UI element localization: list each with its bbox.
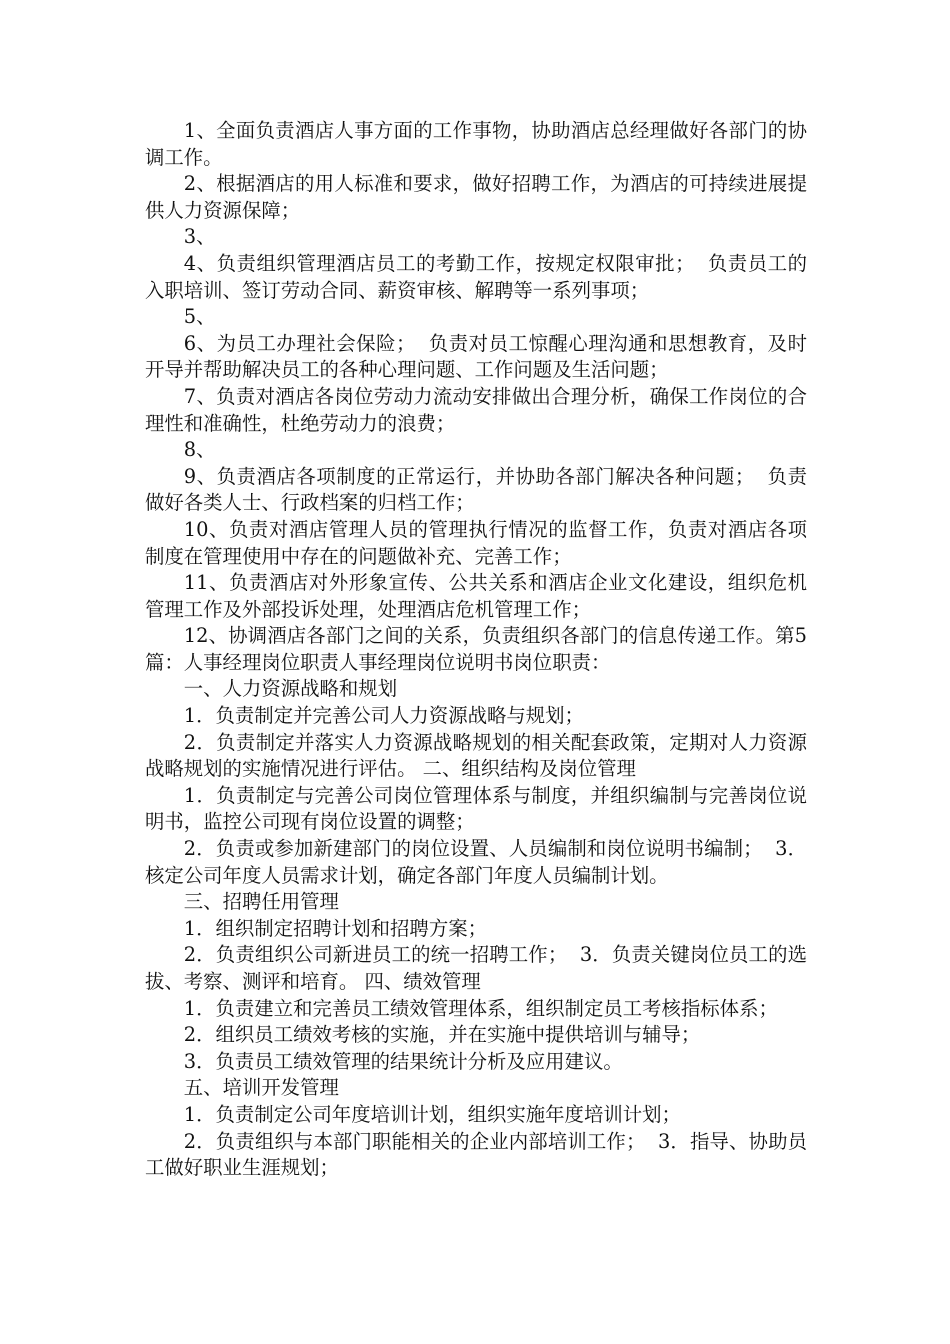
paragraph: 4、负责组织管理酒店员工的考勤工作，按规定权限审批； 负责员工的入职培训、签订劳动合同、薪资审核、解聘等一系列事项； [145,251,807,302]
paragraph: 6、为员工办理社会保险； 负责对员工惊醒心理沟通和思想教育，及时开导并帮助解决员工的各种心理问题、工作问题及生活问题； [145,331,807,382]
section-heading: 一、人力资源战略和规划 [183,677,398,701]
paragraph: 1．组织制定招聘计划和招聘方案； [183,916,487,940]
paragraph: 3．负责员工绩效管理的结果统计分析及应用建议。 [183,1049,623,1073]
paragraph: 1．负责制定与完善公司岗位管理体系与制度，并组织编制与完善岗位说明书，监控公司现有岗位设置的调整； [145,783,807,834]
section-heading: 三、招聘任用管理 [183,890,339,914]
document-body [145,118,807,1182]
paragraph: 2．负责组织与本部门职能相关的企业内部培训工作； 3．指导、协助员工做好职业生涯规划； [145,1129,807,1180]
section-heading: 五、培训开发管理 [183,1076,339,1100]
paragraph: 2．负责制定并落实人力资源战略规划的相关配套政策，定期对人力资源战略规划的实施情况进行评估。 二、组织结构及岗位管理 [145,730,807,781]
paragraph: 1．负责制定并完善公司人力资源战略与规划； [183,704,584,728]
paragraph: 2．负责组织公司新进员工的统一招聘工作； 3．负责关键岗位员工的选拔、考察、测评和培育。 四、绩效管理 [145,943,807,993]
paragraph: 2．组织员工绩效考核的实施，并在实施中提供培训与辅导； [183,1023,701,1047]
paragraph: 1、全面负责酒店人事方面的工作事物，协助酒店总经理做好各部门的协调工作。 [145,119,807,169]
paragraph: 9、负责酒店各项制度的正常运行，并协助各部门解决各种问题； 负责做好各类人士、行政档案的归档工作； [145,464,807,515]
paragraph: 2、根据酒店的用人标准和要求，做好招聘工作，为酒店的可持续进展提供人力资源保障； [145,172,807,222]
paragraph: 1．负责建立和完善员工绩效管理体系，组织制定员工考核指标体系； [183,996,778,1020]
paragraph: 12、协调酒店各部门之间的关系，负责组织各部门的信息传递工作。第5篇：人事经理岗位职责人事经理岗位说明书岗位职责： [145,624,807,674]
paragraph: 8、 [183,438,216,462]
paragraph: 7、负责对酒店各岗位劳动力流动安排做出合理分析，确保工作岗位的合理性和准确性，杜绝劳动力的浪费； [145,384,807,435]
paragraph: 5、 [183,305,216,329]
paragraph: 3、 [183,225,216,249]
paragraph: 10、负责对酒店管理人员的管理执行情况的监督工作，负责对酒店各项制度在管理使用中存在的问题做补充、完善工作； [145,517,807,568]
paragraph: 11、负责酒店对外形象宣传、公共关系和酒店企业文化建设，组织危机管理工作及外部投诉处理，处理酒店危机管理工作； [145,571,807,621]
paragraph: 1．负责制定公司年度培训计划，组织实施年度培训计划； [183,1102,681,1126]
paragraph: 2．负责或参加新建部门的岗位设置、人员编制和岗位说明书编制； 3．核定公司年度人员需求计划，确定各部门年度人员编制计划。 [145,837,807,887]
